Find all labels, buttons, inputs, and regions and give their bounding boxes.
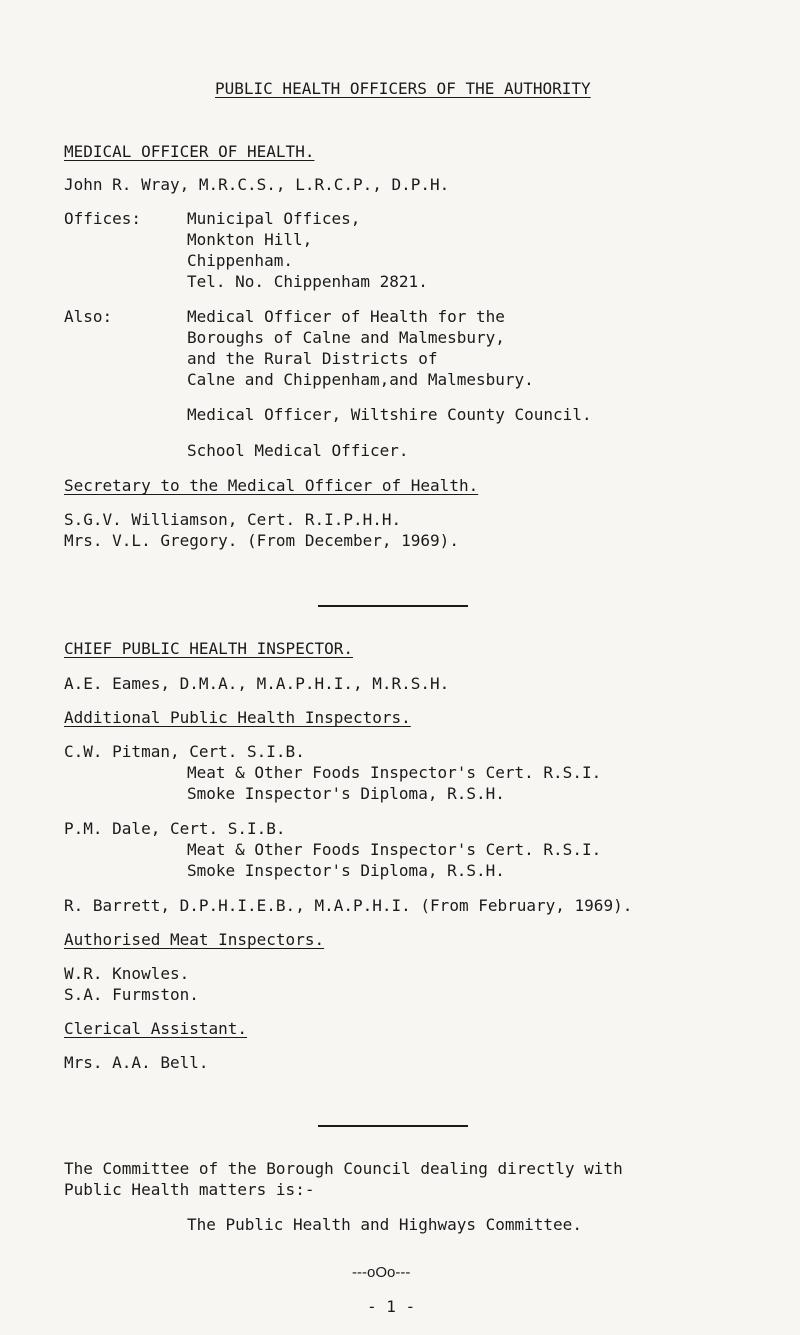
meat-inspector: W.R. Knowles. <box>64 964 190 983</box>
meat-heading: Authorised Meat Inspectors. <box>64 930 325 949</box>
page-number: - 1 - <box>367 1297 416 1316</box>
meat-inspector: S.A. Furmston. <box>64 985 199 1004</box>
moh-name: John R. Wray, M.R.C.S., L.R.C.P., D.P.H. <box>64 175 450 194</box>
committee-text: The Committee of the Borough Council dealing directly with <box>64 1159 623 1178</box>
offices-line: Chippenham. <box>187 251 293 270</box>
other-role: Medical Officer, Wiltshire County Council. <box>187 405 592 424</box>
additional-heading: Additional Public Health Inspectors. <box>64 708 411 727</box>
section-divider <box>318 605 468 607</box>
secretary-line: Mrs. V.L. Gregory. (From December, 1969). <box>64 531 459 550</box>
section-divider <box>318 1125 468 1127</box>
also-line: Calne and Chippenham,and Malmesbury. <box>187 370 534 389</box>
offices-line: Municipal Offices, <box>187 209 361 228</box>
cphi-heading: CHIEF PUBLIC HEALTH INSPECTOR. <box>64 639 353 658</box>
also-label: Also: <box>64 307 113 326</box>
also-line: Boroughs of Calne and Malmesbury, <box>187 328 505 347</box>
dale-name: P.M. Dale, Cert. S.I.B. <box>64 819 286 838</box>
dale-qualification: Smoke Inspector's Diploma, R.S.H. <box>187 861 505 880</box>
offices-line: Monkton Hill, <box>187 230 313 249</box>
committee-text: Public Health matters is:- <box>64 1180 315 1199</box>
barrett-line: R. Barrett, D.P.H.I.E.B., M.A.P.H.I. (From February, 1969). <box>64 896 633 915</box>
moh-heading: MEDICAL OFFICER OF HEALTH. <box>64 142 315 161</box>
ornament: ---oOo--- <box>352 1264 411 1281</box>
clerical-heading: Clerical Assistant. <box>64 1019 248 1038</box>
committee-name: The Public Health and Highways Committee. <box>187 1215 582 1234</box>
secretary-heading: Secretary to the Medical Officer of Health. <box>64 476 479 495</box>
offices-label: Offices: <box>64 209 142 228</box>
clerical-name: Mrs. A.A. Bell. <box>64 1053 209 1072</box>
other-role: School Medical Officer. <box>187 441 409 460</box>
dale-qualification: Meat & Other Foods Inspector's Cert. R.S.I. <box>187 840 602 859</box>
pitman-name: C.W. Pitman, Cert. S.I.B. <box>64 742 305 761</box>
page-title: PUBLIC HEALTH OFFICERS OF THE AUTHORITY <box>215 79 591 98</box>
pitman-qualification: Meat & Other Foods Inspector's Cert. R.S.I. <box>187 763 602 782</box>
secretary-line: S.G.V. Williamson, Cert. R.I.P.H.H. <box>64 510 402 529</box>
also-line: and the Rural Districts of <box>187 349 438 368</box>
cphi-name: A.E. Eames, D.M.A., M.A.P.H.I., M.R.S.H. <box>64 674 450 693</box>
also-line: Medical Officer of Health for the <box>187 307 505 326</box>
offices-line: Tel. No. Chippenham 2821. <box>187 272 428 291</box>
pitman-qualification: Smoke Inspector's Diploma, R.S.H. <box>187 784 505 803</box>
